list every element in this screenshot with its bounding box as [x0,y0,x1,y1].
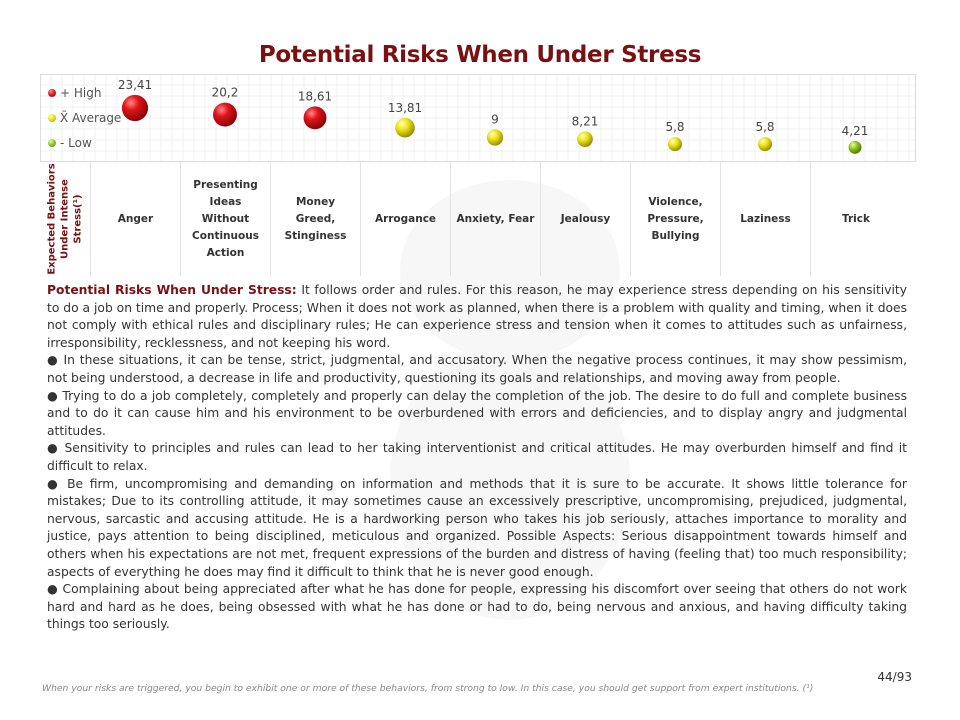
intro-text: It follows order and rules. For this reason, he may experience stress depending on his sensitivity to do a job on time and properly. Process; When it does not work as planned, when there is a problem with quality and timing, when it does not comply with ethical rules and disciplinary rules; He can experience stress and tension when it comes to attitudes such as unfairness, irresponsibility, recklessness, and not keeping his word. [47,283,907,350]
value-label-7: 5,8 [665,120,685,135]
footnote: When your risks are triggered, you begin to exhibit one or more of these behaviors, from strong to low. In this case, you should get support from expert institutions. (¹) [42,683,814,694]
bullet-5: ● Complaining about being appreciated after what he has done for people, expressing his discomfort over seeing that others do not work hard and hard as he does, being obsessed with what he has done or had to do, being nervous and anxious, and having difficulty taking things too seriously. [47,582,907,632]
intro-lead: Potential Risks When Under Stress: [47,283,297,297]
bubble-9 [849,141,862,154]
value-label-5: 9 [491,112,499,127]
bullet-2: ● Trying to do a job completely, completely and properly can delay the completion of the job. The desire to do full and complete business and to do it can cause him and his environment to be overburdened with errors and deficiencies, and to display angry and judgmental attitudes. [47,388,907,438]
behavior-jealousy: Jealousy [541,162,631,276]
value-label-3: 18,61 [297,89,333,104]
bullet-4: ● Be firm, uncompromising and demanding on information and methods that it is sure to be accurate. It shows little tolerance for mistakes; Due to its controlling attitude, it may sometimes cause an excessively prescriptive, uncompromising, prejudiced, judgmental, nervous, sarcastic and accusing attitude. He is a hardworking person who takes his job seriously, attaches importance to morality and justice, pays attention to being disciplined, meticulous and organized. Possible Aspects: Serious disappointment towards himself and others when his expectations are not met, frequent expressions of the burden and distress of having (feeling that) too much responsibility; aspects of everything he does may find it difficult to think that he is never good enough. [47,476,907,579]
bubble-8 [758,137,772,151]
bubble-3 [304,106,327,129]
behaviors-row-header [40,162,91,276]
bubble-1 [122,95,148,121]
value-label-1: 23,41 [117,77,153,92]
value-label-4: 13,81 [387,100,423,115]
legend-average-label: X̄ Average [60,110,122,125]
value-label-8: 5,8 [755,120,775,135]
bubble-7 [668,137,682,151]
legend-low [48,130,121,155]
bubble-5 [487,129,503,145]
risk-description [47,282,907,634]
legend-high [48,80,121,105]
behavior-presenting-ideas: Presenting Ideas Without Continuous Action [181,162,271,276]
bubble-6 [577,131,593,147]
legend-average-marker [48,114,56,122]
behavior-money-greed: Money Greed, Stinginess [271,162,361,276]
value-label-2: 20,2 [211,85,239,100]
bubble-2 [213,103,237,127]
behaviors-row-label: Expected Behaviors Under Intense Stress(¹) [46,163,84,275]
legend-low-label: - Low [60,135,92,150]
behaviors-row [40,162,916,276]
risk-bubble-chart [40,74,916,162]
legend-high-marker [48,89,56,97]
legend-low-marker [48,139,56,147]
behavior-anxiety-fear: Anxiety, Fear [451,162,541,276]
page-number: 44/93 [877,670,912,684]
value-label-6: 8,21 [571,114,599,129]
bullet-1: ● In these situations, it can be tense, strict, judgmental, and accusatory. When the negative process continues, it may show pessimism, not being understood, a decrease in life and productivity, questioning its goals and relationships, and moving away from people. [47,353,907,385]
chart-legend [48,80,121,155]
behavior-laziness: Laziness [721,162,811,276]
legend-high-label: + High [60,85,102,100]
bullet-3: ● Sensitivity to principles and rules can lead to her taking interventionist and critical attitudes. He may overburden himself and find it difficult to relax. [47,441,907,473]
behavior-trick: Trick [842,212,870,225]
behavior-violence: Violence, Pressure, Bullying [631,162,721,276]
bubble-4 [395,118,415,138]
behavior-anger: Anger [91,162,181,276]
value-label-9: 4,21 [841,123,869,138]
behavior-arrogance: Arrogance [361,162,451,276]
page-title: Potential Risks When Under Stress [258,42,702,68]
chart-grid [40,74,916,162]
intro-paragraph [47,282,907,352]
legend-average [48,105,121,130]
